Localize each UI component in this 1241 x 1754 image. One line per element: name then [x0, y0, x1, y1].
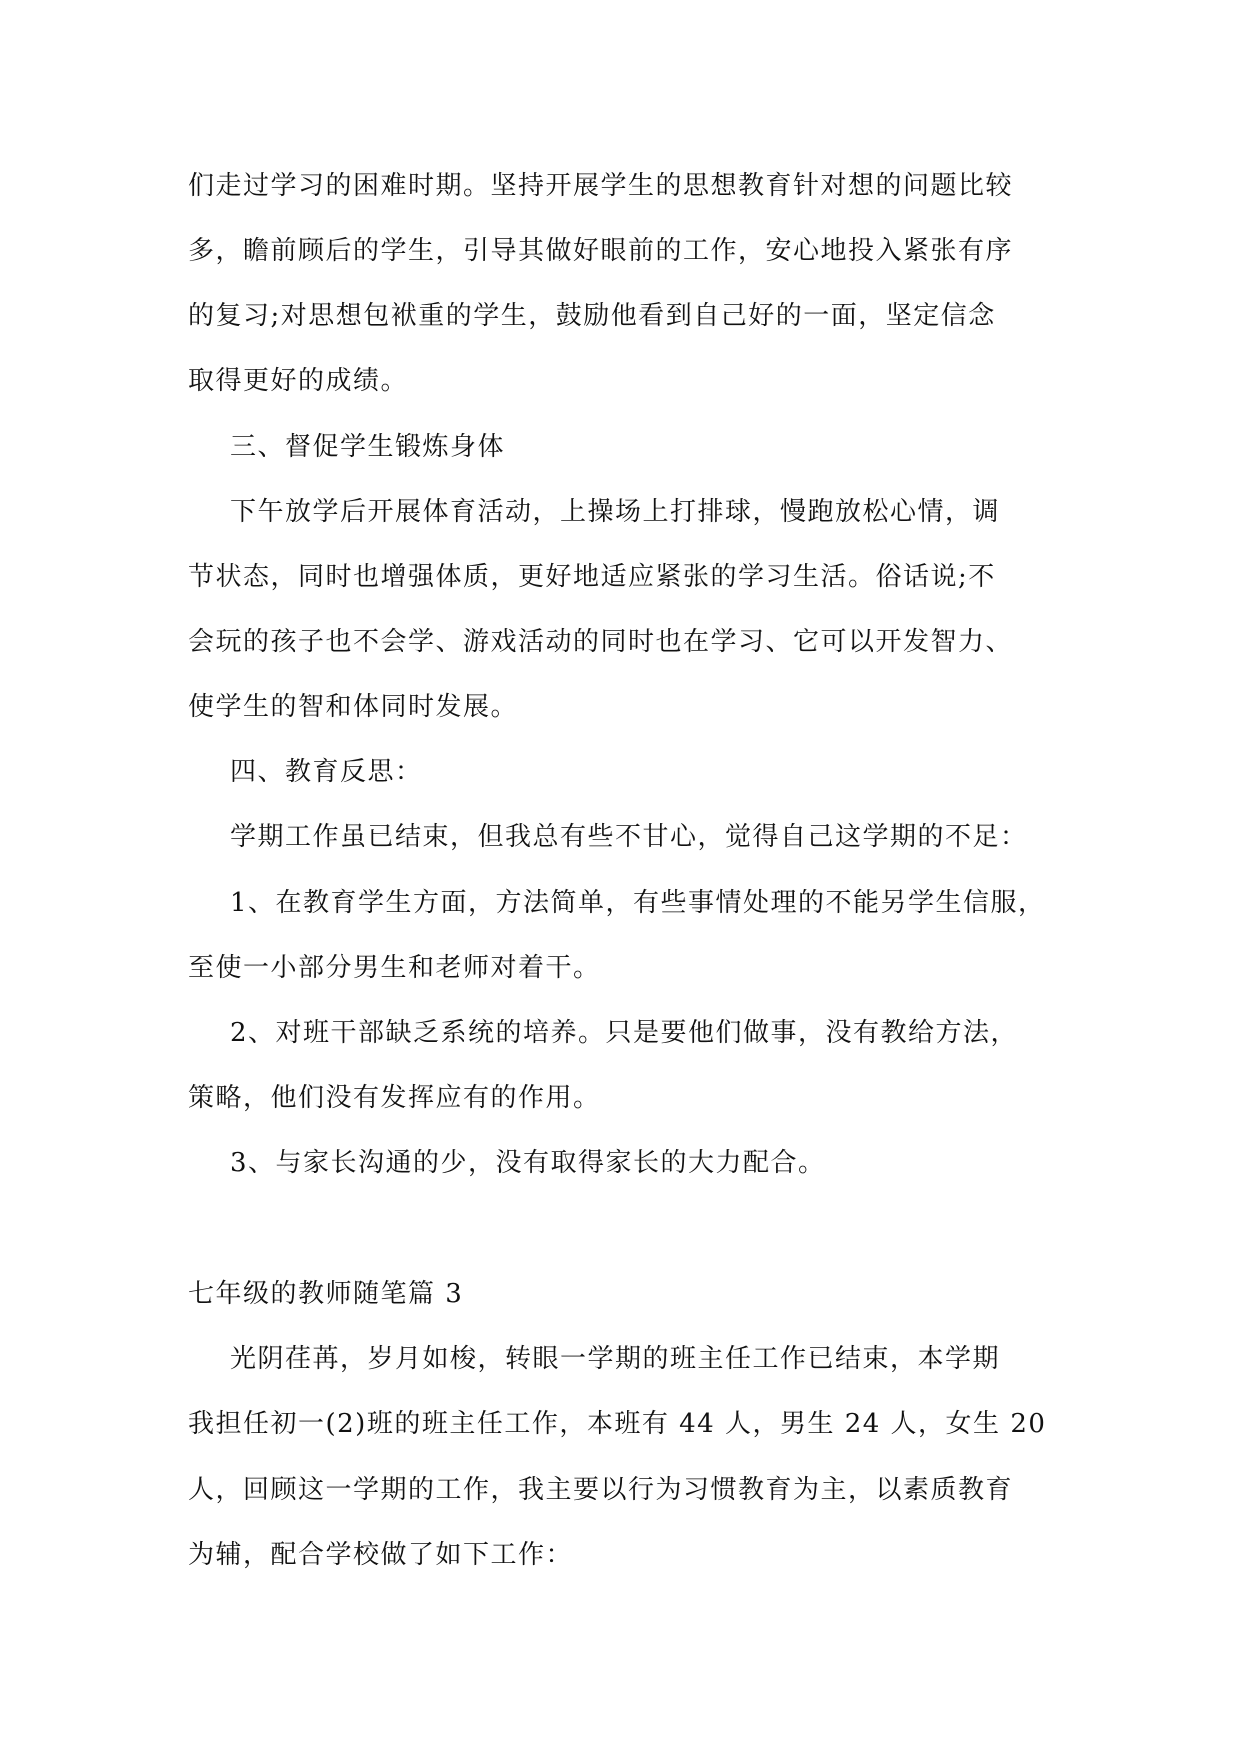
list-item-3: 3、与家长沟通的少，没有取得家长的大力配合。 — [230, 1148, 826, 1178]
list-item-1: 1、在教育学生方面，方法简单，有些事情处理的不能另学生信服， — [230, 888, 1046, 918]
paragraph-first-line: 学期工作虽已结束，但我总有些不甘心，觉得自己这学期的不足： — [230, 822, 1028, 852]
text-line: 们走过学习的困难时期。坚持开展学生的思想教育针对想的问题比较 — [188, 171, 1014, 201]
paragraph-first-line: 下午放学后开展体育活动，上操场上打排球，慢跑放松心情，调 — [230, 497, 1001, 527]
article-title: 七年级的教师随笔篇 3 — [188, 1279, 464, 1309]
text-line: 的复习;对思想包袱重的学生，鼓励他看到自己好的一面，坚定信念 — [188, 301, 996, 331]
list-item-2: 2、对班干部缺乏系统的培养。只是要他们做事，没有教给方法， — [230, 1018, 1019, 1048]
text-line: 会玩的孩子也不会学、游戏活动的同时也在学习、它可以开发智力、 — [188, 627, 1014, 657]
section-heading: 四、教育反思： — [230, 757, 423, 787]
text-line: 策略，他们没有发挥应有的作用。 — [188, 1083, 601, 1113]
text-line: 使学生的智和体同时发展。 — [188, 692, 519, 722]
text-line: 至使一小部分男生和老师对着干。 — [188, 953, 601, 983]
text-line: 节状态，同时也增强体质，更好地适应紧张的学习生活。俗话说;不 — [188, 562, 996, 592]
text-line: 多，瞻前顾后的学生，引导其做好眼前的工作，安心地投入紧张有序 — [188, 236, 1014, 266]
paragraph-first-line: 光阴荏苒，岁月如梭，转眼一学期的班主任工作已结束，本学期 — [230, 1344, 1001, 1374]
section-heading: 三、督促学生锻炼身体 — [230, 432, 506, 462]
text-line: 为辅，配合学校做了如下工作： — [188, 1540, 574, 1570]
text-line: 我担任初一(2)班的班主任工作，本班有 44 人，男生 24 人，女生 20 — [188, 1409, 1047, 1439]
text-line: 取得更好的成绩。 — [188, 366, 409, 396]
text-line: 人，回顾这一学期的工作，我主要以行为习惯教育为主，以素质教育 — [188, 1475, 1014, 1505]
